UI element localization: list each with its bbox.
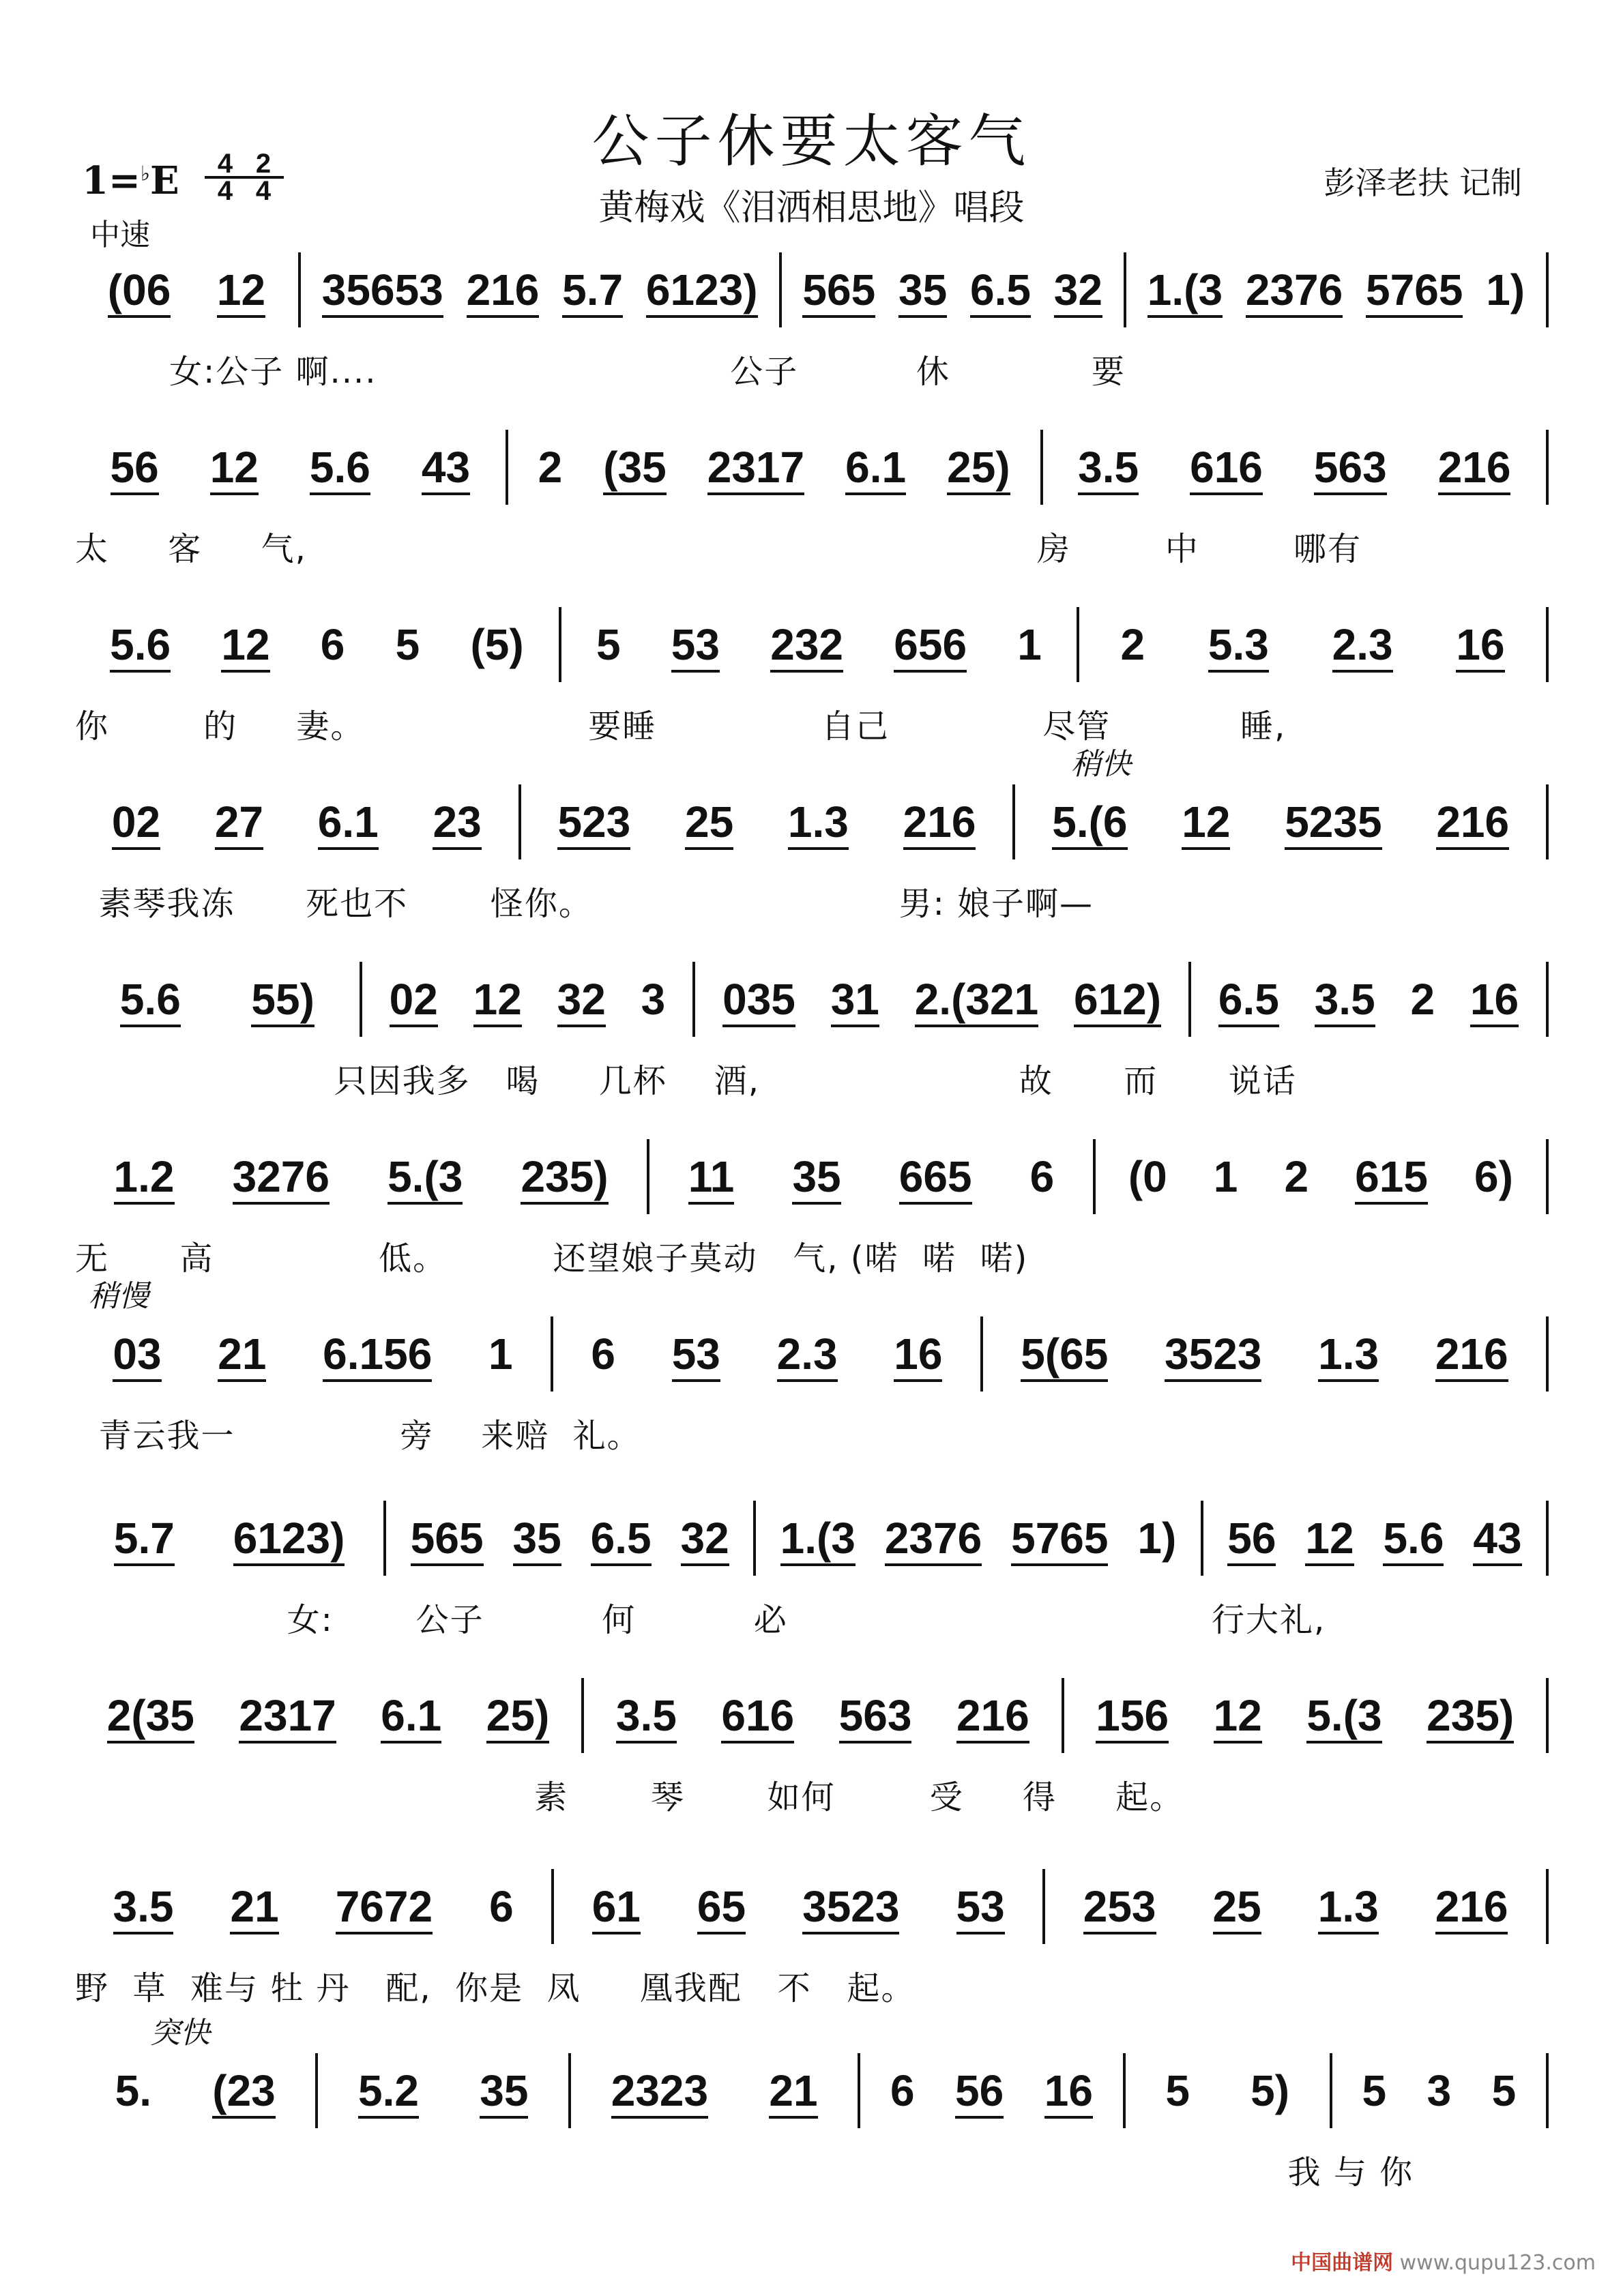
note-group: 27 xyxy=(215,784,263,859)
measure xyxy=(1330,2053,1549,2128)
note-group: 612) xyxy=(1074,962,1161,1037)
note-group: 5 xyxy=(1165,2066,1190,2115)
author-credit: 彭泽老扶 记制 xyxy=(1324,164,1522,201)
measure xyxy=(298,252,779,327)
note-group: 21 xyxy=(769,2053,817,2128)
note-group: 5.(3 xyxy=(1306,1678,1381,1753)
note-group: 523 xyxy=(557,784,630,859)
measure xyxy=(75,2053,315,2128)
note-group: 03 xyxy=(113,1316,161,1392)
note-group: 1.3 xyxy=(1318,1316,1379,1392)
measure xyxy=(75,1316,551,1392)
note-group: 5 xyxy=(596,620,621,669)
note-group: 1.3 xyxy=(1318,1869,1379,1944)
note-group: 2(35 xyxy=(107,1678,194,1753)
note-group: 5. xyxy=(115,2066,151,2115)
note-group: 23 xyxy=(433,784,481,859)
lyrics-line: 女: 公子 何 必 行大礼, xyxy=(75,1601,1326,1639)
note-group: 3276 xyxy=(233,1139,330,1214)
lyrics-line: 无 高 低。 还望娘子莫动 气, (喏 喏 喏) xyxy=(75,1239,1029,1278)
lyrics-line: 你 的 妻。 要睡 自己 尽管 睡, xyxy=(75,707,1287,746)
score-row xyxy=(75,747,1549,948)
note-group: 35 xyxy=(480,2053,528,2128)
note-group: (5) xyxy=(470,620,524,669)
score-row xyxy=(75,962,1549,1125)
note-group: 5) xyxy=(1251,2066,1290,2115)
measure xyxy=(1124,252,1549,327)
note-group: 5.(6 xyxy=(1052,784,1127,859)
note-group: (23 xyxy=(212,2053,276,2128)
measure xyxy=(315,2053,568,2128)
note-group: 156 xyxy=(1096,1678,1169,1753)
note-group: 216 xyxy=(1435,1316,1508,1392)
measure xyxy=(75,1869,551,1944)
note-group: 2.3 xyxy=(777,1316,838,1392)
note-group: 5.2 xyxy=(358,2053,419,2128)
measure xyxy=(1093,1139,1549,1214)
note-group: 25 xyxy=(1213,1869,1261,1944)
measure xyxy=(551,1316,980,1392)
notation-line xyxy=(75,1869,1549,1944)
note-group: 1 xyxy=(1213,1152,1238,1201)
note-group: 65 xyxy=(697,1869,746,1944)
lyrics-line: 素 琴 如何 受 得 起。 xyxy=(75,1778,1184,1816)
note-group: 253 xyxy=(1083,1869,1156,1944)
note-group: 12 xyxy=(473,962,522,1037)
measure xyxy=(1062,1678,1549,1753)
note-group: 216 xyxy=(1438,430,1511,505)
note-group: 615 xyxy=(1355,1139,1428,1214)
note-group: 5765 xyxy=(1366,252,1463,327)
measure xyxy=(692,962,1188,1037)
measure xyxy=(1042,1869,1549,1944)
note-group: 31 xyxy=(831,962,879,1037)
note-group: 1 xyxy=(488,1329,513,1379)
tempo-change-mark: 稍慢 xyxy=(89,1279,149,1314)
note-group: 6 xyxy=(1029,1152,1055,1201)
note-group: 565 xyxy=(411,1501,484,1576)
note-group: 11 xyxy=(688,1139,735,1214)
note-group: 2323 xyxy=(611,2053,708,2128)
note-group: 16 xyxy=(1470,962,1519,1037)
note-group: 2 xyxy=(1284,1152,1309,1201)
notation-line xyxy=(75,1678,1549,1753)
note-group: 12 xyxy=(210,430,259,505)
measure xyxy=(559,607,1077,682)
note-group: 5.6 xyxy=(110,607,171,682)
note-group: 5.(3 xyxy=(388,1139,463,1214)
note-group: 3.5 xyxy=(1078,430,1139,505)
note-group: 3523 xyxy=(802,1869,899,1944)
note-group: 5 xyxy=(1491,2066,1517,2115)
note-group: (06 xyxy=(108,252,171,327)
note-group: 2376 xyxy=(1246,252,1343,327)
lyrics-line: 太 客 气, 房 中 哪有 xyxy=(75,530,1362,568)
measure xyxy=(518,784,1013,859)
note-group: 216 xyxy=(467,252,540,327)
measure xyxy=(568,2053,858,2128)
note-group: 563 xyxy=(1314,430,1387,505)
note-group: 16 xyxy=(1044,2053,1093,2128)
note-group: 12 xyxy=(217,252,265,327)
note-group: 216 xyxy=(956,1678,1029,1753)
note-group: 3523 xyxy=(1165,1316,1261,1392)
note-group: 5.6 xyxy=(120,962,181,1037)
note-group: 5 xyxy=(395,620,420,669)
note-group: 02 xyxy=(112,784,160,859)
score-row xyxy=(75,607,1549,771)
note-group: 5.7 xyxy=(562,252,623,327)
note-group: 616 xyxy=(1190,430,1263,505)
note-group: 3.5 xyxy=(113,1869,174,1944)
note-group: 235) xyxy=(521,1139,608,1214)
note-group: 12 xyxy=(1214,1678,1262,1753)
note-group: 53 xyxy=(672,1316,720,1392)
time-signature-2-4: 2 4 xyxy=(243,151,284,203)
note-group: 56 xyxy=(1227,1501,1276,1576)
note-group: 02 xyxy=(390,962,438,1037)
note-group: 216 xyxy=(903,784,976,859)
note-group: 6 xyxy=(591,1329,615,1379)
measure xyxy=(75,784,518,859)
note-group: 6123) xyxy=(646,252,758,327)
measure xyxy=(1040,430,1549,505)
note-group: 563 xyxy=(839,1678,912,1753)
notation-line xyxy=(75,1139,1549,1214)
score-row xyxy=(75,2016,1549,2217)
note-group: 21 xyxy=(230,1869,278,1944)
note-group: 1 xyxy=(1017,620,1042,669)
measure xyxy=(980,1316,1549,1392)
note-group: 1) xyxy=(1137,1514,1177,1563)
key-signature: 1=♭E xyxy=(82,158,179,203)
note-group: 5.6 xyxy=(1383,1501,1444,1576)
note-group: 55) xyxy=(251,962,315,1037)
lyrics-line: 我 与 你 xyxy=(75,2153,1414,2192)
note-group: 5765 xyxy=(1011,1501,1108,1576)
note-group: 25 xyxy=(685,784,733,859)
score-row xyxy=(75,1279,1549,1480)
note-group: 3 xyxy=(641,975,666,1024)
note-group: 1) xyxy=(1486,265,1525,314)
note-group: 3.5 xyxy=(1315,962,1375,1037)
lyrics-line: 女:公子 啊.... 公子 休 要 xyxy=(75,353,1126,391)
note-group: 12 xyxy=(1305,1501,1354,1576)
note-group: 35653 xyxy=(322,252,443,327)
watermark: 中国曲谱网 www.qupu123.com xyxy=(1291,2251,1596,2275)
note-group: 235) xyxy=(1427,1678,1514,1753)
note-group: 32 xyxy=(557,962,606,1037)
measure xyxy=(1077,607,1549,682)
notation-line xyxy=(75,252,1549,327)
note-group: 6.5 xyxy=(970,252,1031,327)
measure xyxy=(1188,962,1549,1037)
tempo-change-mark: 稍快 xyxy=(1071,747,1131,782)
notation-line xyxy=(75,607,1549,682)
note-group: 2376 xyxy=(885,1501,982,1576)
note-group: 5.6 xyxy=(310,430,370,505)
note-group: 1.2 xyxy=(114,1139,175,1214)
note-group: 5(65 xyxy=(1021,1316,1108,1392)
note-group: 25) xyxy=(486,1678,550,1753)
lyrics-line: 只因我多 喝 几杯 酒, 故 而 说话 xyxy=(75,1062,1297,1100)
measure xyxy=(75,430,506,505)
note-group: 6.5 xyxy=(1218,962,1279,1037)
note-group: 21 xyxy=(218,1316,266,1392)
note-group: 7672 xyxy=(336,1869,433,1944)
measure xyxy=(75,1139,647,1214)
note-group: 6.1 xyxy=(381,1678,441,1753)
note-group: 1.(3 xyxy=(1147,252,1223,327)
measure xyxy=(75,1501,383,1576)
note-group: 2.3 xyxy=(1332,607,1393,682)
note-group: 35 xyxy=(792,1139,840,1214)
note-group: 6 xyxy=(320,620,345,669)
note-group: 32 xyxy=(1054,252,1102,327)
note-group: 565 xyxy=(802,252,875,327)
note-group: 12 xyxy=(221,607,269,682)
measure xyxy=(75,252,298,327)
measure xyxy=(647,1139,1093,1214)
measure xyxy=(1201,1501,1549,1576)
note-group: 32 xyxy=(681,1501,729,1576)
note-group: 6 xyxy=(489,1882,514,1931)
measure xyxy=(581,1678,1061,1753)
note-group: 216 xyxy=(1435,1869,1508,1944)
note-group: 35 xyxy=(898,252,947,327)
tempo-marking: 中速 xyxy=(90,218,150,252)
page-title: 公子休要太客气 xyxy=(591,108,1032,175)
note-group: 656 xyxy=(894,607,967,682)
note-group: 2317 xyxy=(707,430,804,505)
note-group: 5.7 xyxy=(114,1501,175,1576)
score-row xyxy=(75,1501,1549,1664)
measure xyxy=(1123,2053,1330,2128)
note-group: 2 xyxy=(1120,620,1145,669)
note-group: 56 xyxy=(955,2053,1004,2128)
score-row xyxy=(75,1139,1549,1303)
measure xyxy=(506,430,1040,505)
measure xyxy=(75,1678,581,1753)
measure xyxy=(779,252,1124,327)
tempo-change-mark: 突快 xyxy=(150,2016,210,2050)
note-group: 43 xyxy=(422,430,470,505)
note-group: 2 xyxy=(538,443,563,492)
measure xyxy=(360,962,692,1037)
note-group: 43 xyxy=(1473,1501,1521,1576)
note-group: 6) xyxy=(1474,1152,1513,1201)
lyrics-line: 青云我一 旁 来赔 礼。 xyxy=(75,1417,641,1455)
score-row xyxy=(75,1678,1549,1842)
note-group: 25) xyxy=(947,430,1010,505)
note-group: 616 xyxy=(721,1678,794,1753)
note-group: 3 xyxy=(1427,2066,1452,2115)
note-group: 53 xyxy=(956,1869,1005,1944)
score-row xyxy=(75,1869,1549,2033)
note-group: 56 xyxy=(111,430,159,505)
note-group: 3.5 xyxy=(616,1678,677,1753)
measure xyxy=(753,1501,1201,1576)
note-group: 5235 xyxy=(1285,784,1381,859)
notation-line xyxy=(75,962,1549,1037)
measure xyxy=(858,2053,1123,2128)
note-group: 1.3 xyxy=(788,784,849,859)
note-group: 6123) xyxy=(233,1501,345,1576)
note-group: (35 xyxy=(603,430,667,505)
note-group: 12 xyxy=(1182,784,1230,859)
note-group: 6.5 xyxy=(591,1501,652,1576)
measure xyxy=(1012,784,1549,859)
note-group: 6.1 xyxy=(845,430,906,505)
score-row xyxy=(75,252,1549,416)
score-row xyxy=(75,430,1549,593)
note-group: 232 xyxy=(770,607,843,682)
note-group: 61 xyxy=(592,1869,641,1944)
page-subtitle: 黄梅戏《泪洒相思地》唱段 xyxy=(598,188,1025,229)
note-group: 5 xyxy=(1362,2066,1387,2115)
note-group: 6.156 xyxy=(323,1316,432,1392)
note-group: 2 xyxy=(1410,975,1435,1024)
note-group: 35 xyxy=(513,1501,561,1576)
time-signature-4-4: 4 4 xyxy=(205,151,246,203)
note-group: 16 xyxy=(894,1316,942,1392)
notation-line xyxy=(75,1501,1549,1576)
measure xyxy=(383,1501,753,1576)
notation-line xyxy=(75,2053,1549,2128)
notation-line xyxy=(75,784,1549,859)
lyrics-line: 素琴我冻 死也不 怪你。 男: 娘子啊— xyxy=(75,885,1094,923)
note-group: (0 xyxy=(1128,1152,1167,1201)
note-group: 16 xyxy=(1456,607,1504,682)
measure xyxy=(75,962,360,1037)
note-group: 035 xyxy=(722,962,795,1037)
notation-line xyxy=(75,1316,1549,1392)
note-group: 216 xyxy=(1436,784,1509,859)
note-group: 6.1 xyxy=(318,784,379,859)
note-group: 2.(321 xyxy=(915,962,1038,1037)
note-group: 1.(3 xyxy=(780,1501,856,1576)
measure xyxy=(551,1869,1042,1944)
note-group: 6 xyxy=(890,2066,915,2115)
lyrics-line: 野 草 难与 牡 丹 配, 你是 凤 凰我配 不 起。 xyxy=(75,1969,916,2007)
notation-line xyxy=(75,430,1549,505)
note-group: 5.3 xyxy=(1208,607,1269,682)
note-group: 665 xyxy=(899,1139,972,1214)
note-group: 53 xyxy=(671,607,720,682)
note-group: 2317 xyxy=(239,1678,336,1753)
measure xyxy=(75,607,559,682)
